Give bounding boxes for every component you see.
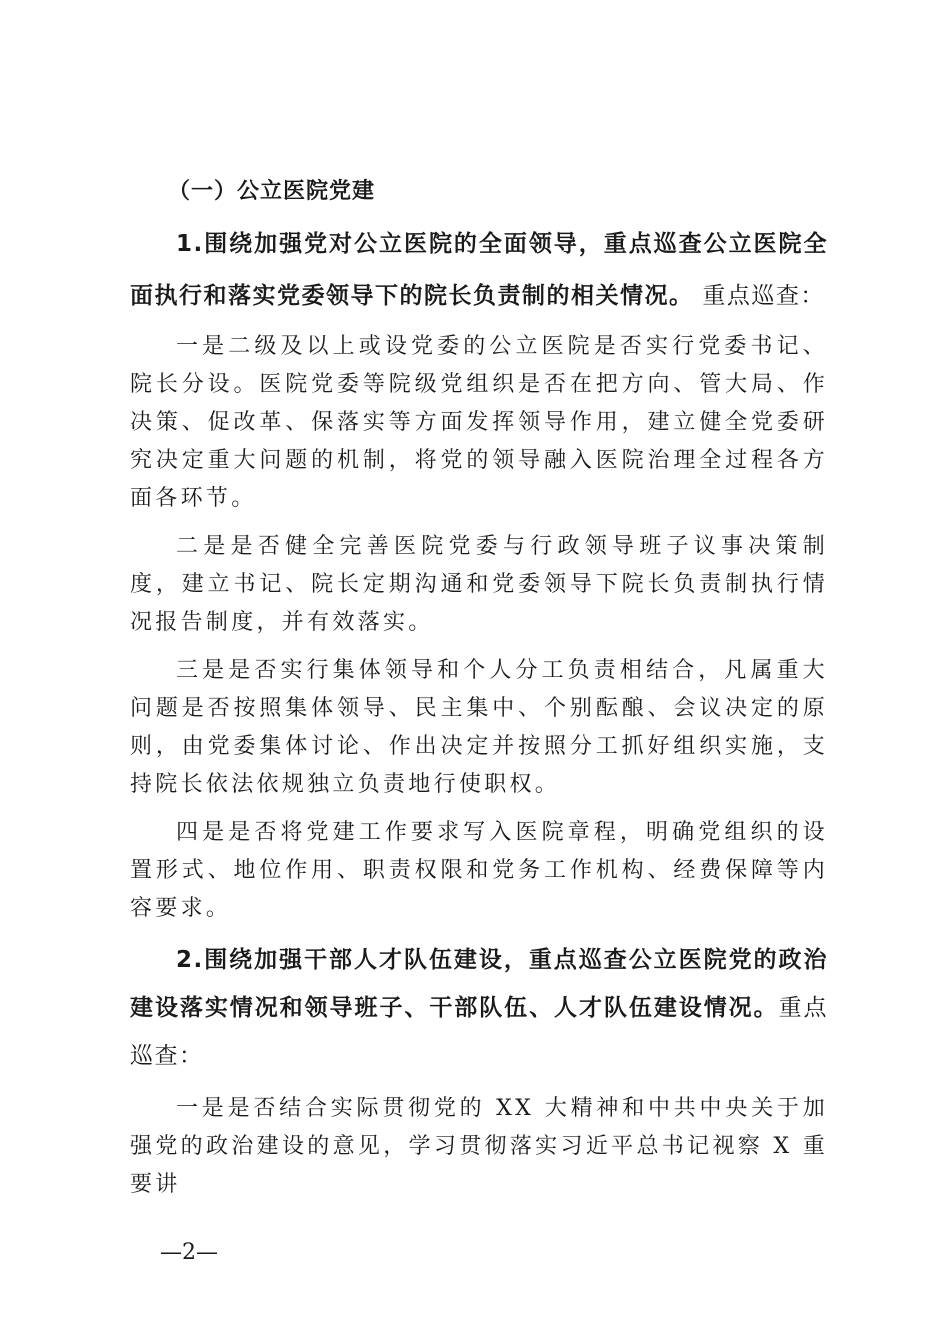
item-1-point-4: 四是是否将党建工作要求写入医院章程，明确党组织的设置形式、地位作用、职责权限和党务工作机构、经费保障等内容要求。 <box>130 820 828 921</box>
item-1-heading <box>130 218 828 322</box>
item-1-point-1: 一是二级及以上或设党委的公立医院是否实行党委书记、院长分设。医院党委等院级党组织是否在把方向、管大局、作决策、促改革、保落实等方面发挥领导作用，建立健全党委研究决定重大问题的机制，将党的领导融入医院治理全过程各方面各环节。 <box>130 334 828 511</box>
item-2-heading <box>130 936 828 1080</box>
item-2-lead: 2.围绕加强干部人才队伍建设，重点巡查公立医院党的政治建设落实情况和领导班子、干部队伍、人才队伍建设情况。 <box>130 947 828 1021</box>
item-2-tail: 重点巡查： <box>130 995 829 1069</box>
section-heading: （一）公立医院党建 <box>168 179 376 204</box>
item-1-point-3: 三是是否实行集体领导和个人分工负责相结合，凡属重大问题是否按照集体领导、民主集中、个别酝酿、会议决定的原则，由党委集体讨论、作出决定并按照分工抓好组织实施，支持院长依法依规独立负责地行使职权。 <box>130 658 828 797</box>
item-1-lead: 1.围绕加强党对公立医院的全面领导，重点巡查公立医院全面执行和落实党委领导下的院长负责制的相关情况。 <box>130 231 828 309</box>
item-2-point-1: 一是是否结合实际贯彻党的 XX 大精神和中共中央关于加强党的政治建设的意见，学习贯彻落实习近平总书记视察 X 重要讲 <box>130 1096 828 1197</box>
document-body <box>130 172 828 1204</box>
item-1-point-2: 二是是否健全完善医院党委与行政领导班子议事决策制度，建立书记、院长定期沟通和党委领导下院长负责制执行情况报告制度，并有效落实。 <box>130 534 828 635</box>
page-number: —2— <box>160 1240 218 1265</box>
item-1-tail: 重点巡查： <box>702 283 825 309</box>
